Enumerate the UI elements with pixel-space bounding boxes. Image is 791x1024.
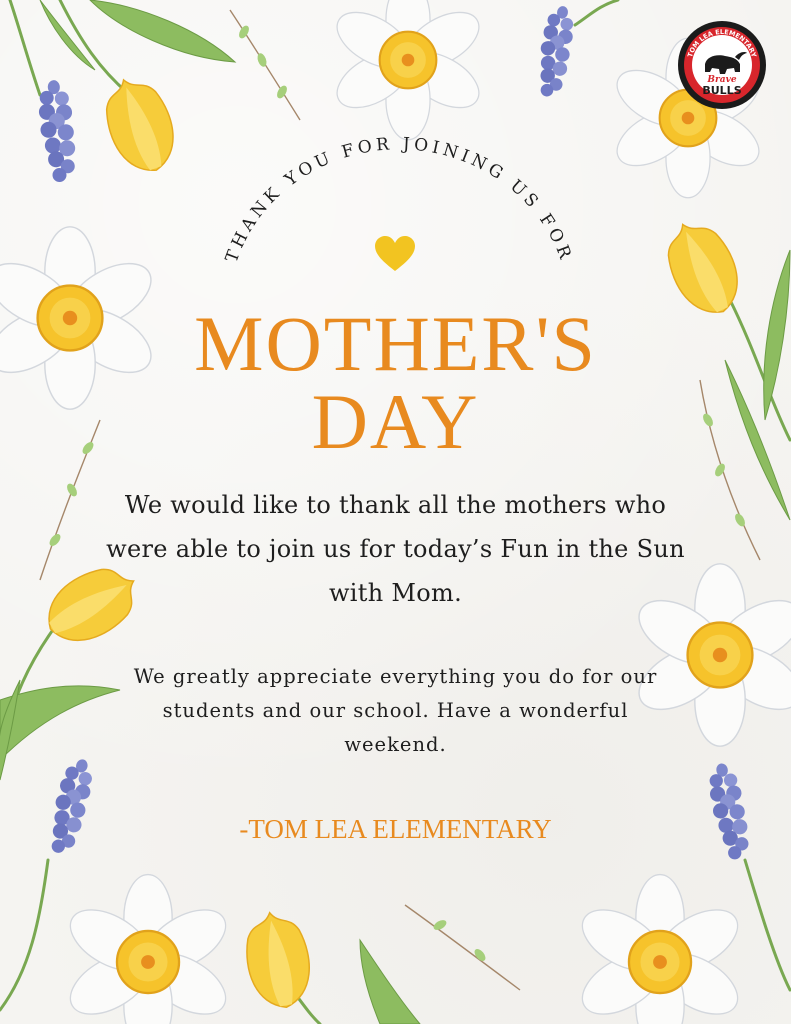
arch-thank-you-text: THANK YOU FOR JOINING US FOR <box>221 134 577 266</box>
title-day: DAY <box>311 378 480 465</box>
thank-you-message: We would like to thank all the mothers who were able to join us for today’s Fun in the Sun with Mom. <box>106 491 685 607</box>
heart-icon <box>374 235 416 273</box>
signature: -TOM LEA ELEMENTARY <box>239 814 552 844</box>
logo-word-bulls: BULLS <box>702 84 742 97</box>
appreciation-message: We greatly appreciate everything you do for our students and our school. Have a wonderful weekend. <box>133 665 658 756</box>
title-mothers: MOTHER'S <box>194 300 597 387</box>
school-logo <box>677 20 767 110</box>
logo-ring-text: TOM LEA ELEMENTARY <box>686 27 758 59</box>
logo-word-brave: Brave <box>707 75 737 85</box>
